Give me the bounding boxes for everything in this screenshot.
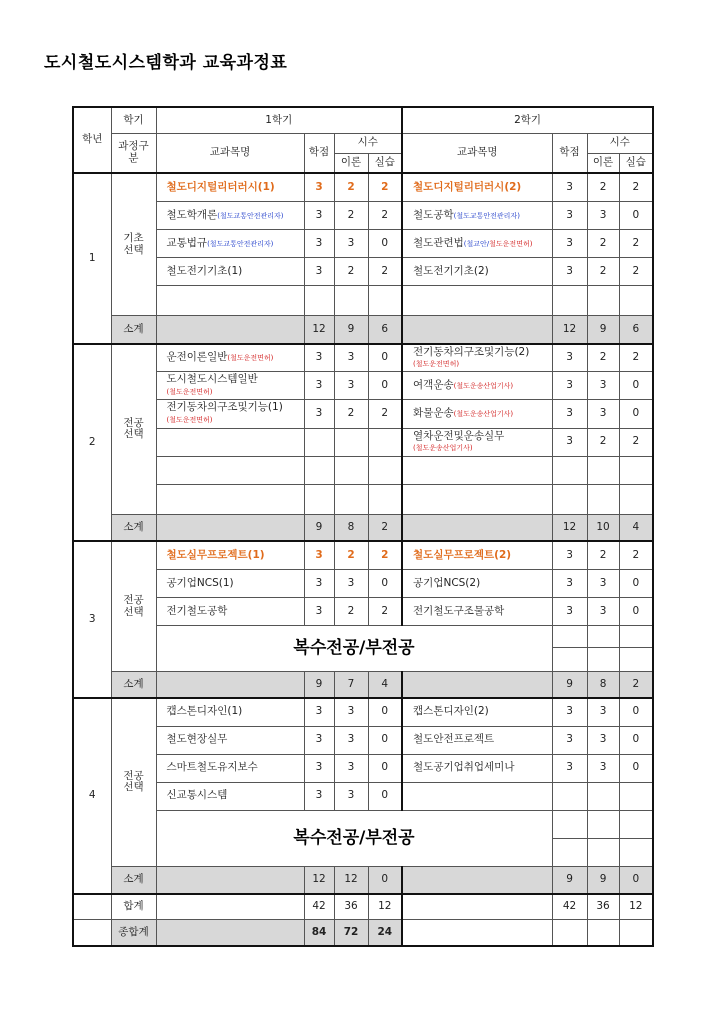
subtotal-theory: 10 <box>587 514 619 541</box>
header-credits-1: 학점 <box>304 133 334 173</box>
subject <box>402 344 552 372</box>
theory: 3 <box>334 570 368 598</box>
practice: 0 <box>619 201 653 229</box>
theory: 2 <box>334 201 368 229</box>
subject: 철도전기기초(1) <box>156 257 304 285</box>
practice: 0 <box>368 229 402 257</box>
total-row <box>73 894 653 920</box>
subject: 캡스톤디자인(2) <box>402 698 552 726</box>
header-course-type: 과정구분 <box>111 133 156 173</box>
subject: 공기업NCS(2) <box>402 570 552 598</box>
double-major-label: 복수전공/부전공 <box>156 810 552 866</box>
subtotal-practice: 4 <box>619 514 653 541</box>
theory: 3 <box>334 782 368 810</box>
theory: 3 <box>334 372 368 400</box>
practice: 0 <box>619 372 653 400</box>
subtotal-practice: 2 <box>368 514 402 541</box>
table-row <box>73 229 653 257</box>
credits: 3 <box>304 400 334 428</box>
subject: 캡스톤디자인(1) <box>156 698 304 726</box>
theory: 3 <box>587 570 619 598</box>
practice: 2 <box>619 344 653 372</box>
credits: 3 <box>552 344 587 372</box>
practice: 0 <box>368 344 402 372</box>
table-row <box>73 344 653 372</box>
table-row <box>73 598 653 626</box>
table-row <box>73 754 653 782</box>
total-theory: 36 <box>587 894 619 920</box>
header-sem1: 1학기 <box>156 107 402 133</box>
subtotal-label: 소계 <box>111 316 156 344</box>
practice: 0 <box>368 698 402 726</box>
subject <box>156 229 304 257</box>
credits: 3 <box>304 201 334 229</box>
practice: 2 <box>619 229 653 257</box>
subject <box>156 400 304 428</box>
subject <box>156 201 304 229</box>
credits: 3 <box>304 754 334 782</box>
subject-note: (철도운전면허) <box>166 387 213 396</box>
theory: 3 <box>334 344 368 372</box>
subject-name: 여객운송 <box>413 379 454 392</box>
table-row <box>73 173 653 201</box>
credits: 3 <box>304 570 334 598</box>
subtotal-practice: 2 <box>619 672 653 698</box>
practice: 0 <box>368 570 402 598</box>
header-hours-1: 시수 <box>334 133 402 153</box>
theory: 2 <box>587 428 619 456</box>
practice: 0 <box>368 372 402 400</box>
practice: 2 <box>368 173 402 201</box>
subtotal-theory: 7 <box>334 672 368 698</box>
theory: 3 <box>587 598 619 626</box>
header-sem2: 2학기 <box>402 107 653 133</box>
table-row <box>73 484 653 514</box>
subject-note: (철도운송산업기사) <box>453 410 514 419</box>
theory: 2 <box>334 400 368 428</box>
credits: 3 <box>304 726 334 754</box>
theory: 2 <box>334 598 368 626</box>
credits: 3 <box>552 541 587 569</box>
header-hours-2: 시수 <box>587 133 653 153</box>
subject-name: 철도공학 <box>413 208 454 221</box>
grand-total-credits: 84 <box>304 920 334 946</box>
subject: 철도현장실무 <box>156 726 304 754</box>
table-row <box>73 541 653 569</box>
subject: 전기철도공학 <box>156 598 304 626</box>
subject-note: (철도운송산업기사) <box>413 444 473 453</box>
subtotal-credits: 12 <box>304 316 334 344</box>
practice: 0 <box>368 782 402 810</box>
header-theory-2: 이론 <box>587 153 619 173</box>
theory: 2 <box>334 541 368 569</box>
table-row <box>73 372 653 400</box>
table-row <box>73 570 653 598</box>
grand-total-label: 종합계 <box>111 920 156 946</box>
credits: 3 <box>304 173 334 201</box>
subject-name: 열차운전및운송실무 <box>413 429 505 442</box>
practice: 0 <box>619 400 653 428</box>
year-cell-4: 4 <box>73 698 111 894</box>
subject-note: (철도교통안전관리자) <box>207 239 274 248</box>
theory: 2 <box>587 257 619 285</box>
subject-note: (철교안/ <box>463 239 490 248</box>
theory: 2 <box>334 173 368 201</box>
subject-name: 전기동차의구조및기능(2) <box>413 345 530 358</box>
subject-name: 전기동차의구조및기능(1) <box>166 401 283 414</box>
theory: 3 <box>587 201 619 229</box>
credits: 3 <box>552 257 587 285</box>
double-major-label: 복수전공/부전공 <box>156 626 552 672</box>
theory: 2 <box>587 344 619 372</box>
year-cell-3: 3 <box>73 541 111 698</box>
table-row <box>73 810 653 838</box>
subject: 철도실무프로젝트(2) <box>402 541 552 569</box>
subtotal-credits: 9 <box>304 672 334 698</box>
credits: 3 <box>552 428 587 456</box>
page-title: 도시철도시스템학과 교육과정표 <box>44 53 288 73</box>
table-row <box>73 428 653 456</box>
practice: 2 <box>368 400 402 428</box>
subtotal-credits: 12 <box>552 316 587 344</box>
subtotal-row <box>73 316 653 344</box>
theory: 3 <box>587 754 619 782</box>
theory: 3 <box>334 726 368 754</box>
practice: 2 <box>368 598 402 626</box>
table-row <box>73 626 653 648</box>
subject-name: 철도학개론 <box>166 208 218 221</box>
theory: 3 <box>587 372 619 400</box>
total-credits: 42 <box>304 894 334 920</box>
subject-note: (철도교통안전관리자) <box>217 211 284 220</box>
subject: 철도실무프로젝트(1) <box>156 541 304 569</box>
year-cell-2: 2 <box>73 344 111 542</box>
subtotal-label: 소계 <box>111 514 156 541</box>
practice: 2 <box>619 257 653 285</box>
subtotal-credits: 9 <box>552 672 587 698</box>
subtotal-theory: 12 <box>334 867 368 894</box>
subject-note: 철도운전면허) <box>489 239 533 248</box>
subtotal-practice: 0 <box>368 867 402 894</box>
subtotal-practice: 0 <box>619 867 653 894</box>
subtotal-practice: 6 <box>368 316 402 344</box>
theory: 2 <box>587 229 619 257</box>
subtotal-row <box>73 672 653 698</box>
credits: 3 <box>552 229 587 257</box>
theory: 2 <box>587 541 619 569</box>
credits: 3 <box>304 698 334 726</box>
table-row <box>73 201 653 229</box>
header-practice-2: 실습 <box>619 153 653 173</box>
subject <box>402 372 552 400</box>
theory: 3 <box>334 698 368 726</box>
theory: 3 <box>587 400 619 428</box>
header-subject-1: 교과목명 <box>156 133 304 173</box>
header-row-1 <box>73 107 653 133</box>
credits: 3 <box>304 541 334 569</box>
header-theory-1: 이론 <box>334 153 368 173</box>
subtotal-practice: 4 <box>368 672 402 698</box>
subject-note: (철도운전면허) <box>227 354 274 363</box>
subject <box>402 428 552 456</box>
course-type-1: 기초 선택 <box>111 173 156 315</box>
total-label: 합계 <box>111 894 156 920</box>
header-credits-2: 학점 <box>552 133 587 173</box>
subject <box>402 201 552 229</box>
practice: 2 <box>368 257 402 285</box>
practice: 2 <box>619 541 653 569</box>
subtotal-label: 소계 <box>111 672 156 698</box>
credits: 3 <box>552 173 587 201</box>
header-semester: 학기 <box>111 107 156 133</box>
practice: 0 <box>619 570 653 598</box>
credits: 3 <box>552 598 587 626</box>
subject-name: 도시철도시스템일반 <box>166 373 258 386</box>
total-theory: 36 <box>334 894 368 920</box>
table-row <box>73 257 653 285</box>
subtotal-credits: 9 <box>552 867 587 894</box>
subtotal-theory: 9 <box>587 316 619 344</box>
credits: 3 <box>552 372 587 400</box>
subtotal-credits: 12 <box>304 867 334 894</box>
grand-total-practice: 24 <box>368 920 402 946</box>
theory: 3 <box>587 726 619 754</box>
subtotal-credits: 9 <box>304 514 334 541</box>
table-row <box>73 698 653 726</box>
practice: 0 <box>619 726 653 754</box>
theory: 3 <box>587 698 619 726</box>
practice: 2 <box>619 428 653 456</box>
credits: 3 <box>552 754 587 782</box>
subtotal-theory: 9 <box>587 867 619 894</box>
practice: 0 <box>619 754 653 782</box>
total-practice: 12 <box>368 894 402 920</box>
credits: 3 <box>552 726 587 754</box>
subtotal-label: 소계 <box>111 867 156 894</box>
subject-note: (철도운송산업기사) <box>453 382 514 391</box>
credits: 3 <box>552 400 587 428</box>
grand-total-theory: 72 <box>334 920 368 946</box>
credits: 3 <box>552 698 587 726</box>
course-type-3: 전공 선택 <box>111 541 156 671</box>
subject: 공기업NCS(1) <box>156 570 304 598</box>
practice: 0 <box>368 754 402 782</box>
credits: 3 <box>552 201 587 229</box>
subject-name: 화물운송 <box>413 407 454 420</box>
practice: 2 <box>368 541 402 569</box>
credits: 3 <box>304 598 334 626</box>
curriculum-table <box>72 106 654 947</box>
table-row <box>73 286 653 316</box>
theory: 2 <box>587 173 619 201</box>
theory: 3 <box>334 229 368 257</box>
header-subject-2: 교과목명 <box>402 133 552 173</box>
subtotal-row <box>73 867 653 894</box>
header-year: 학년 <box>73 107 111 173</box>
subject-note: (철도운전면허) <box>166 416 213 424</box>
practice: 0 <box>619 598 653 626</box>
subject-note: (철도운전면허) <box>413 360 460 369</box>
subject: 전기철도구조물공학 <box>402 598 552 626</box>
practice: 2 <box>368 201 402 229</box>
credits: 3 <box>304 372 334 400</box>
subject: 철도디지털리터러시(1) <box>156 173 304 201</box>
credits: 3 <box>552 570 587 598</box>
table-row <box>73 726 653 754</box>
subtotal-practice: 6 <box>619 316 653 344</box>
header-practice-1: 실습 <box>368 153 402 173</box>
credits: 3 <box>304 229 334 257</box>
subject: 철도전기기초(2) <box>402 257 552 285</box>
subtotal-theory: 9 <box>334 316 368 344</box>
course-type-2: 전공 선택 <box>111 344 156 515</box>
total-credits: 42 <box>552 894 587 920</box>
year-cell-1: 1 <box>73 173 111 344</box>
practice: 0 <box>619 698 653 726</box>
grand-total-row <box>73 920 653 946</box>
subject: 신교통시스템 <box>156 782 304 810</box>
subject: 철도디지털리터러시(2) <box>402 173 552 201</box>
course-type-4: 전공 선택 <box>111 698 156 867</box>
credits: 3 <box>304 257 334 285</box>
subject: 스마트철도유지보수 <box>156 754 304 782</box>
theory: 2 <box>334 257 368 285</box>
practice: 0 <box>368 726 402 754</box>
credits: 3 <box>304 344 334 372</box>
credits: 3 <box>304 782 334 810</box>
subject-name: 철도관련법 <box>413 236 464 249</box>
subject-note: (철도교통안전관리자) <box>453 211 520 220</box>
practice: 2 <box>619 173 653 201</box>
subject <box>402 400 552 428</box>
subject <box>156 344 304 372</box>
table-row <box>73 456 653 484</box>
subtotal-theory: 8 <box>587 672 619 698</box>
theory: 3 <box>334 754 368 782</box>
header-row-2 <box>73 133 653 153</box>
subject <box>156 372 304 400</box>
subtotal-row <box>73 514 653 541</box>
table-row <box>73 400 653 428</box>
subject <box>402 229 552 257</box>
subject-name: 교통법규 <box>166 236 208 249</box>
subject-name: 운전이론일반 <box>166 351 228 364</box>
subject: 철도공기업취업세미나 <box>402 754 552 782</box>
subtotal-theory: 8 <box>334 514 368 541</box>
subject: 철도안전프로젝트 <box>402 726 552 754</box>
subtotal-credits: 12 <box>552 514 587 541</box>
table-row <box>73 782 653 810</box>
total-practice: 12 <box>619 894 653 920</box>
